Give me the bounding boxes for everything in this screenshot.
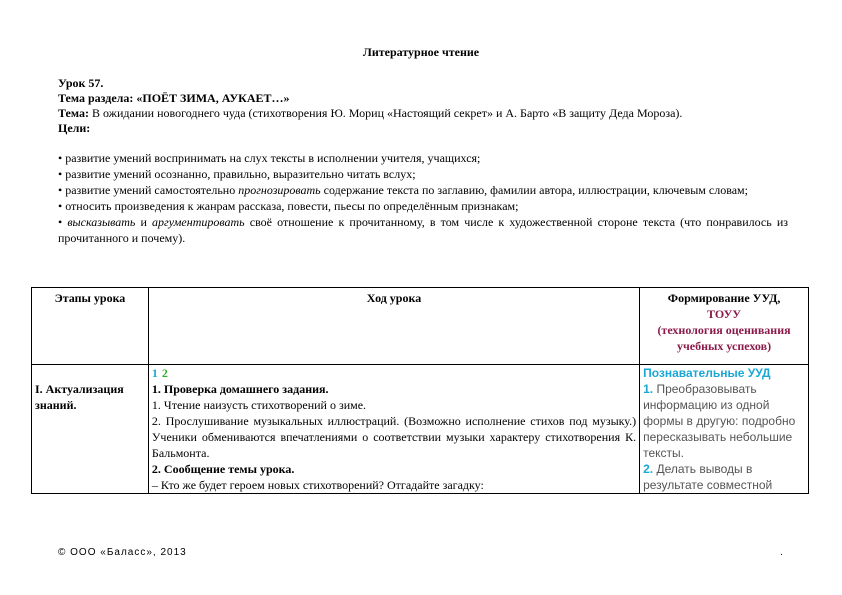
goal-item: • относить произведения к жанрам рассказа, повести, пьесы по определённым признакам;	[58, 199, 519, 213]
goal-text: и	[135, 215, 153, 229]
goal-text: своё отношение к прочитанному, в том числе к художественной стороне текста (что понравилось из прочитанного и почему).	[58, 215, 789, 245]
lesson-header	[58, 76, 788, 136]
goal-item	[58, 182, 788, 198]
uud-text: Делать выводы в результате совместной	[643, 462, 773, 492]
table-header-row	[32, 288, 809, 365]
process-cell	[148, 365, 639, 494]
stage-cell: I. Актуализация знаний.	[32, 365, 149, 494]
process-step: – Кто же будет героем новых стихотворений? Отгадайте загадку:	[151, 478, 484, 492]
footer-copyright: © ООО «Баласс», 2013	[58, 547, 187, 558]
process-step: 2. Прослушивание музыкальных иллюстраций. (Возможно исполнение стихов под музыку.) Ученики обмениваются впечатлениями о соответствии музыки характеру стихотворения К. Бальмонта.	[151, 414, 637, 460]
uud-cell	[640, 365, 809, 494]
goal-item: • развитие умений осознанно, правильно, выразительно читать вслух;	[58, 167, 416, 181]
header-uud-label: Формирование УУД,	[667, 291, 781, 305]
table-row	[32, 365, 809, 494]
uud-number: 2.	[643, 462, 654, 476]
marker-2: 2	[161, 366, 168, 380]
header-stages: Этапы урока	[32, 288, 149, 365]
goal-text: содержание текста по заглавию, фамилии автора, иллюстрации, ключевым словам;	[320, 183, 748, 197]
footer-mark: .	[780, 547, 783, 558]
lesson-table	[31, 287, 809, 494]
uud-number: 1.	[643, 382, 654, 396]
lesson-number: Урок 57.	[58, 76, 104, 90]
goal-text: • развитие умений самостоятельно	[58, 183, 239, 197]
header-ttt-desc: (технология оценивания учебных успехов)	[657, 323, 791, 353]
topic-label: Тема:	[58, 106, 89, 120]
process-step-heading: 1. Проверка домашнего задания.	[151, 382, 329, 396]
evaluation-markers	[152, 365, 636, 381]
process-step-heading: 2. Сообщение темы урока.	[151, 462, 295, 476]
goal-item: • развитие умений воспринимать на слух тексты в исполнении учителя, учащихся;	[58, 151, 481, 165]
header-process: Ход урока	[148, 288, 639, 365]
uud-title: Познавательные УУД	[643, 366, 771, 380]
goal-text: •	[58, 215, 68, 229]
goal-emphasis: высказывать	[67, 215, 136, 229]
goals-list	[58, 150, 788, 246]
goal-item	[58, 214, 788, 246]
goal-emphasis: аргументировать	[152, 215, 245, 229]
subject-title: Литературное чтение	[362, 45, 480, 59]
section-value: «ПОЁТ ЗИМА, АУКАЕТ…»	[136, 91, 290, 105]
goals-label: Цели:	[58, 121, 91, 135]
header-ttt: ТОУУ	[706, 307, 742, 321]
uud-item	[643, 381, 805, 461]
section-line	[58, 91, 788, 106]
marker-1: 1	[151, 366, 158, 380]
header-uud	[640, 288, 809, 365]
goal-emphasis: прогнозировать	[238, 183, 321, 197]
uud-text: Преобразовывать информацию из одной формы в другую: подробно пересказывать небольшие тексты.	[643, 382, 796, 460]
section-label: Тема раздела:	[58, 91, 134, 105]
process-step: 1. Чтение наизусть стихотворений о зиме.	[151, 398, 367, 412]
topic-value: В ожидании новогоднего чуда (стихотворения Ю. Мориц «Настоящий секрет» и А. Барто «В защиту Деда Мороза).	[91, 106, 683, 120]
uud-item	[643, 461, 805, 493]
topic-line	[58, 106, 788, 121]
